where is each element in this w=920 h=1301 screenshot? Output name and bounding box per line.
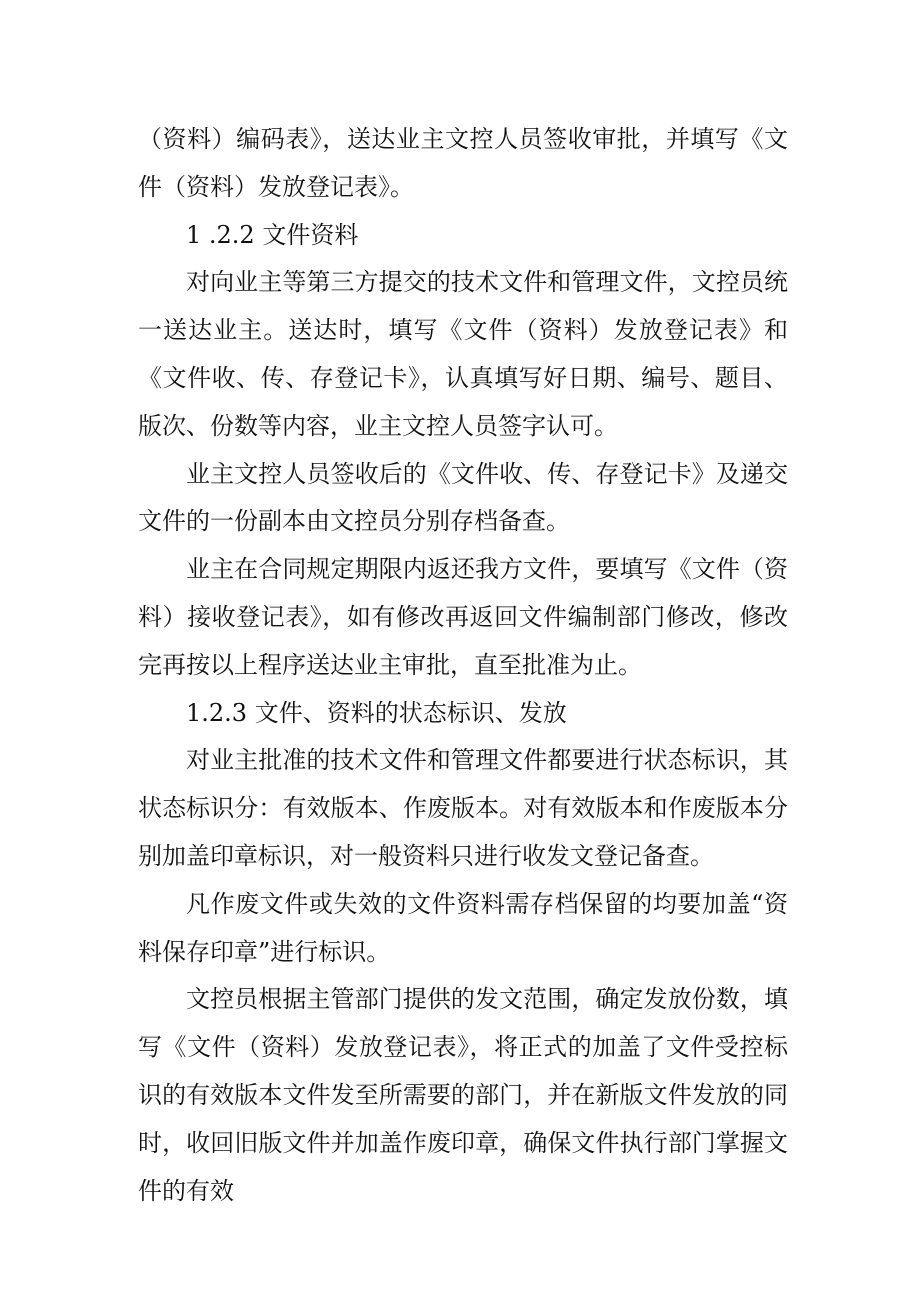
body-paragraph: 文控员根据主管部门提供的发文范围，确定发放份数，填写《文件（资料）发放登记表》，将正式的加盖了文件受控标识的有效版本文件发至所需要的部门，并在新版文件发放的同时，收回旧版文件并加盖作废印章，确保文件执行部门掌握文件的有效 bbox=[138, 985, 788, 1205]
body-paragraph: 业主文控人员签收后的《文件收、传、存登记卡》及递交文件的一份副本由文控员分别存档备查。 bbox=[138, 459, 788, 536]
body-paragraph: 对业主批准的技术文件和管理文件都要进行状态标识，其状态标识分：有效版本、作废版本。对有效版本和作废版本分别加盖印章标识，对一般资料只进行收发文登记备查。 bbox=[138, 746, 788, 870]
body-paragraph: 凡作废文件或失效的文件资料需存档保留的均要加盖“资料保存印章”进行标识。 bbox=[138, 889, 788, 966]
document-body bbox=[138, 116, 788, 1215]
body-paragraph: 业主在合同规定期限内返还我方文件，要填写《文件（资料）接收登记表》，如有修改再返回文件编制部门修改，修改完再按以上程序送达业主审批，直至批准为止。 bbox=[138, 555, 788, 679]
body-paragraph: 对向业主等第三方提交的技术文件和管理文件，文控员统一送达业主。送达时，填写《文件（资料）发放登记表》和《文件收、传、存登记卡》，认真填写好日期、编号、题目、版次、份数等内容，业主文控人员签字认可。 bbox=[138, 268, 788, 440]
section-heading-1-2-3: 1.2.3 文件、资料的状态标识、发放 bbox=[186, 698, 567, 727]
section-heading-1-2-2: 1 .2.2 文件资料 bbox=[186, 220, 359, 249]
continuation-paragraph: （资料）编码表》，送达业主文控人员签收审批，并填写《文件（资料）发放登记表》。 bbox=[138, 125, 788, 201]
